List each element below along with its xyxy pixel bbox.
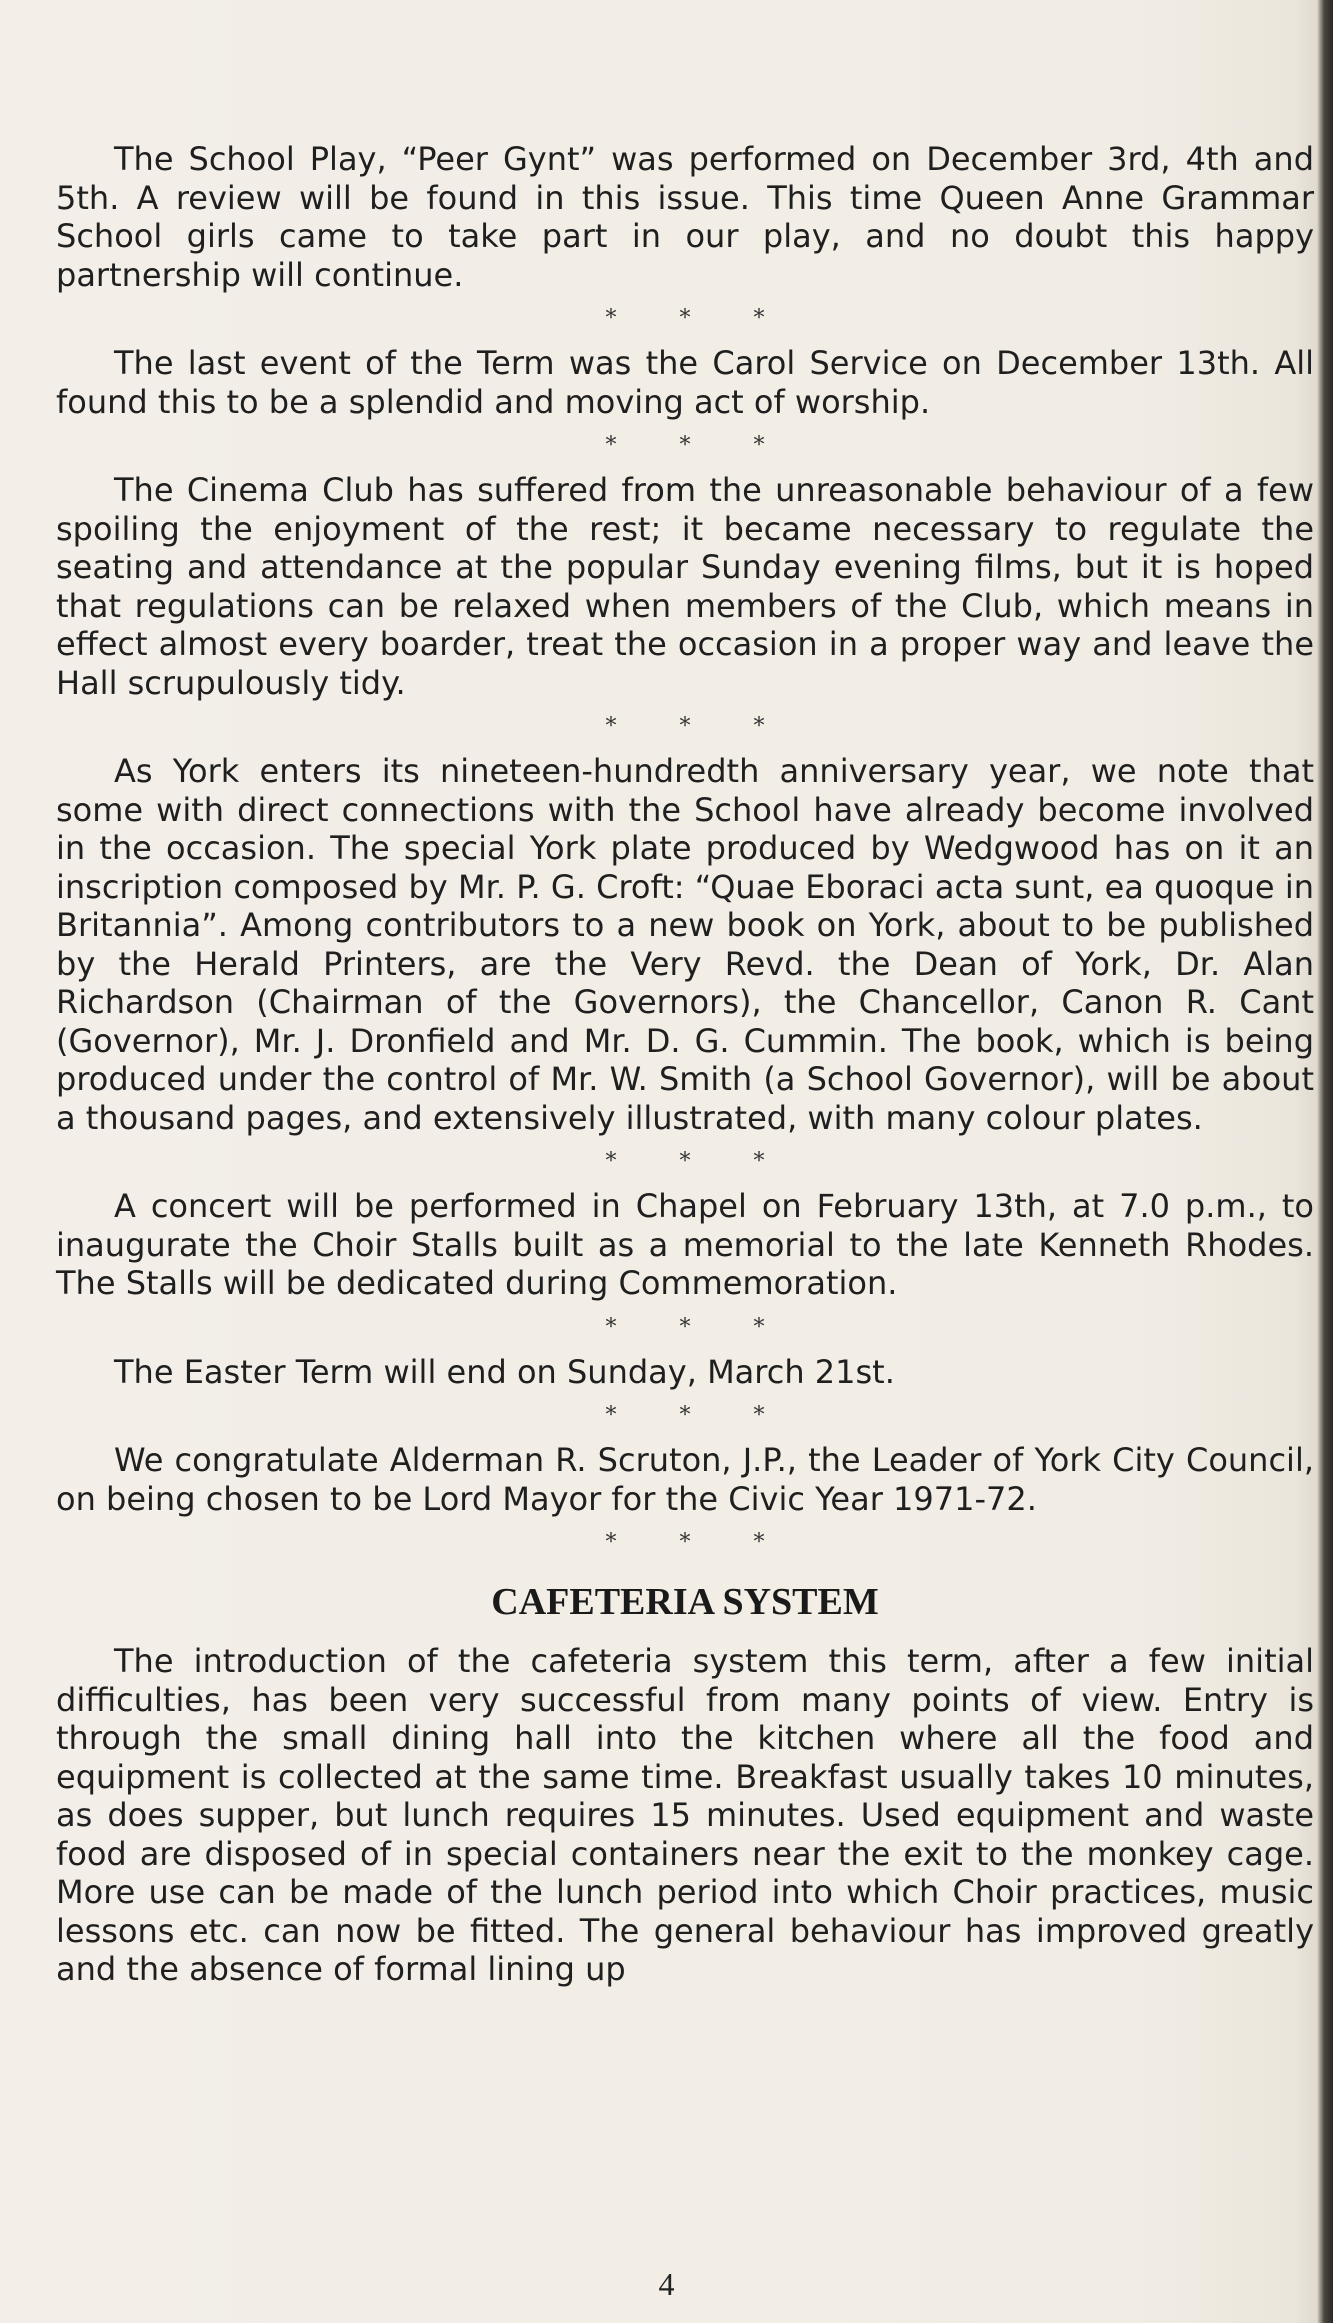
paragraph-easter-term: The Easter Term will end on Sunday, March 21st. bbox=[114, 1352, 895, 1391]
section-separator: * * * bbox=[605, 1149, 793, 1174]
paragraph-concert: A concert will be performed in Chapel on February 13th, at 7.0 p.m., to inaugurate the Choir Stalls built as a memorial to the late Kenneth Rhodes. The Stalls will be dedicated during Commemoration. bbox=[56, 1187, 1314, 1302]
section-separator: * * * bbox=[605, 306, 793, 331]
paragraph-cafeteria: The introduction of the cafeteria system this term, after a few initial difficulties, has been very successful from many points of view. Entry is through the small dining hall into the kitchen where all the food and equipment is collected at the same time. Breakfast usually takes 10 minutes, as does supper, but lunch requires 15 minutes. Used equipment and waste food are disposed of in special containers near the exit to the monkey cage. More use can be made of the lunch period into which Choir practices, music lessons etc. can now be fitted. The general behaviour has improved greatly and the absence of formal lining up bbox=[56, 1642, 1314, 1988]
section-separator: * * * bbox=[605, 714, 793, 739]
section-heading: CAFETERIA SYSTEM bbox=[491, 1581, 879, 1623]
section-separator: * * * bbox=[605, 433, 793, 458]
section-separator: * * * bbox=[605, 1314, 793, 1340]
paragraph-carol-service: The last event of the Term was the Carol Service on December 13th. All found this to be a splendid and moving act of worship. bbox=[56, 344, 1314, 421]
paragraph-york-anniversary: As York enters its nineteen-hundredth anniversary year, we note that some with direct connections with the School have already become involved in the occasion. The special York plate produced by Wedgwood has on it an inscription composed by Mr. P. G. Croft: “Quae Eboraci acta sunt, ea quoque in Britannia”. Among contributors to a new book on York, about to be published by the Herald Printers, are the Very Revd. the Dean of York, Dr. Alan Richardson (Chairman of the Governors), the Chancellor, Canon R. Cant (Governor), Mr. J. Dronfield and Mr. D. G. Cummin. The book, which is being produced under the control of Mr. W. Smith (a School Governor), will be about a thousand pages, and extensively illustrated, with many colour plates. bbox=[56, 752, 1314, 1137]
page-binding-edge bbox=[1317, 0, 1333, 2323]
page-number: 4 bbox=[658, 2266, 675, 2302]
paragraph-school-play: The School Play, “Peer Gynt” was performed on December 3rd, 4th and 5th. A review will be found in this issue. This time Queen Anne Grammar School girls came to take part in our play, and no doubt this happy partnership will continue. bbox=[56, 140, 1314, 294]
paragraph-cinema-club: The Cinema Club has suffered from the unreasonable behaviour of a few spoiling the enjoyment of the rest; it became necessary to regulate the seating and attendance at the popular Sunday evening films, but it is hoped that regulations can be relaxed when members of the Club, which means in effect almost every boarder, treat the occasion in a proper way and leave the Hall scrupulously tidy. bbox=[56, 471, 1314, 702]
section-separator: * * * bbox=[605, 1530, 793, 1555]
section-separator: * * * bbox=[605, 1403, 793, 1428]
paragraph-lord-mayor: We congratulate Alderman R. Scruton, J.P., the Leader of York City Council, on being chosen to be Lord Mayor for the Civic Year 1971-72. bbox=[56, 1441, 1314, 1518]
article-body bbox=[56, 140, 1314, 1989]
